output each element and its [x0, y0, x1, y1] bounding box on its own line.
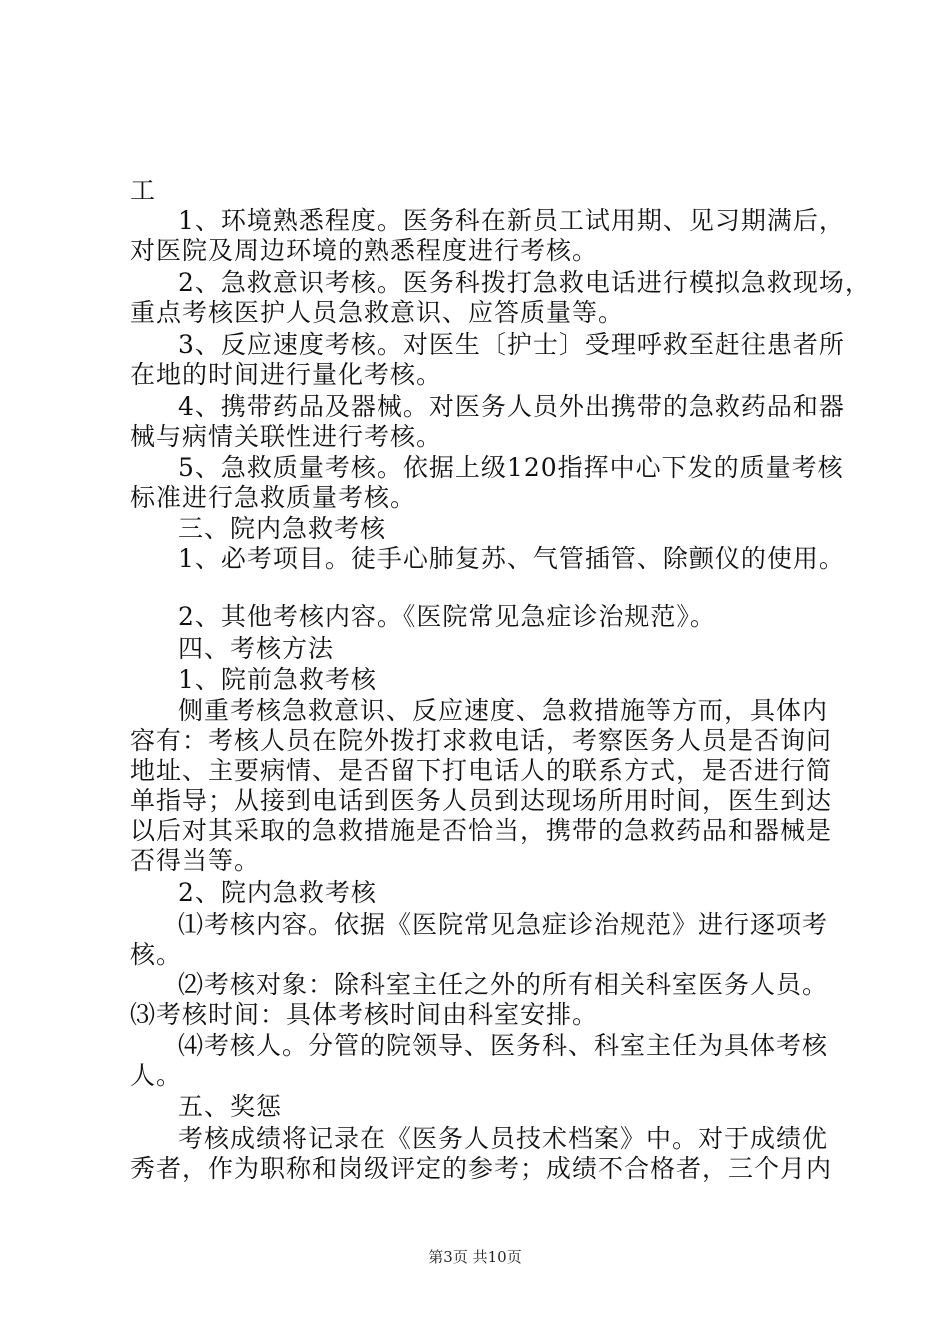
section-heading: 三、院内急救考核: [178, 514, 387, 543]
text-line: ⑵考核对象：除科室主任之外的所有相关科室医务人员。: [178, 970, 829, 999]
text-line: 在地的时间进行量化考核。: [130, 360, 443, 389]
page-footer: 第3页 共10页: [428, 1248, 522, 1266]
section-heading: 五、奖惩: [178, 1092, 283, 1121]
text-line: 4、携带药品及器械。对医务人员外出携带的急救药品和器: [178, 392, 845, 421]
text-line: 考核成绩将记录在《医务人员技术档案》中。对于成绩优: [178, 1124, 829, 1153]
text-line: 核。: [130, 940, 183, 969]
text-line: 标准进行急救质量考核。: [130, 483, 417, 512]
text-line: 1、必考项目。徒手心肺复苏、气管插管、除颤仪的使用。: [178, 544, 845, 573]
text-line: 2、其他考核内容。《医院常见急症诊治规范》。: [178, 602, 716, 631]
text-line: 人。: [130, 1061, 183, 1090]
text-line: 对医院及周边环境的熟悉程度进行考核。: [130, 236, 599, 265]
text-line: 秀者，作为职称和岗级评定的参考；成绩不合格者，三个月内: [130, 1154, 833, 1183]
text-line: 侧重考核急救意识、反应速度、急救措施等方而，具体内: [178, 696, 829, 725]
text-line: ⑶考核时间：具体考核时间由科室安排。: [130, 1000, 599, 1029]
text-line: 械与病情关联性进行考核。: [130, 422, 443, 451]
text-line: 5、急救质量考核。依据上级120指挥中心下发的质量考核: [178, 453, 844, 482]
text-line: ⑴考核内容。依据《医院常见急症诊治规范》进行逐项考: [178, 910, 829, 939]
subsection-heading: 1、院前急救考核: [178, 665, 377, 694]
text-line: 1、环境熟悉程度。医务科在新员工试用期、见习期满后，: [178, 206, 845, 235]
text-line: 2、急救意识考核。医务科拨打急救电话进行模拟急救现场，: [178, 268, 871, 297]
subsection-heading: 2、院内急救考核: [178, 878, 377, 907]
text-line: ⑷考核人。分管的院领导、医务科、科室主任为具体考核: [178, 1031, 829, 1060]
text-line: 地址、主要病情、是否留下打电话人的联系方式，是否进行简: [130, 756, 833, 785]
text-line: 重点考核医护人员急救意识、应答质量等。: [130, 298, 625, 327]
text-line: 单指导；从接到电话到医务人员到达现场所用时间，医生到达: [130, 786, 833, 815]
text-line: 3、反应速度考核。对医生〔护士〕受理呼救至赶往患者所: [178, 330, 845, 359]
text-line: 容有：考核人员在院外拨打求救电话，考察医务人员是否询问: [130, 726, 833, 755]
text-line: 否得当等。: [130, 846, 261, 875]
text-line: 工: [130, 176, 157, 205]
section-heading: 四、考核方法: [178, 634, 335, 663]
text-line: 以后对其采取的急救措施是否恰当，携带的急救药品和器械是: [130, 816, 833, 845]
